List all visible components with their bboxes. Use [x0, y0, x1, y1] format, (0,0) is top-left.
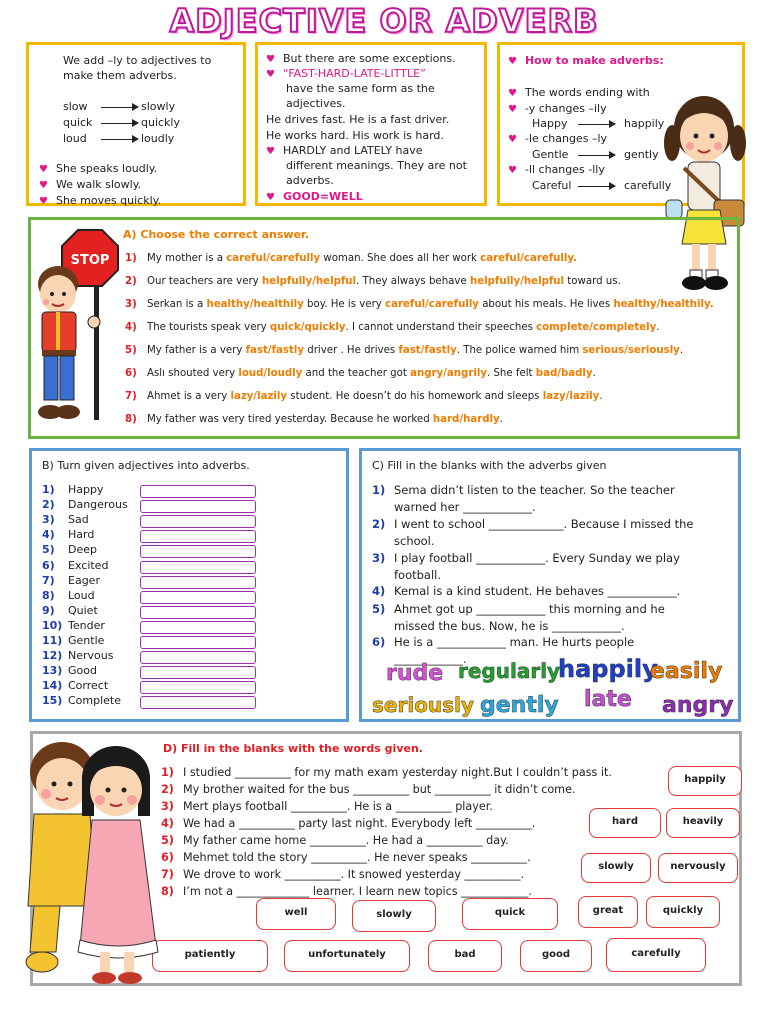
fill-sentence — [372, 517, 693, 531]
adjective-word: Tender — [68, 618, 105, 632]
rule1-intro-1: We add –ly to adjectives to — [63, 54, 212, 67]
adjective-word: Excited — [68, 558, 109, 572]
rule-text: -ll changes -lly — [524, 163, 605, 176]
answer-input[interactable] — [140, 636, 256, 649]
question-number: 7) — [125, 391, 137, 402]
heart-icon: ♥ — [266, 192, 275, 203]
adjective-row — [42, 604, 98, 617]
item-number: 4) — [161, 817, 174, 830]
item-number: 14) — [42, 679, 63, 693]
adjective-word: Hard — [68, 528, 95, 542]
question-number: 8) — [125, 414, 137, 425]
good-well-text: GOOD=WELL — [282, 190, 363, 203]
word-box-unfortunately: unfortunately — [284, 940, 410, 972]
fill-sentence — [161, 817, 535, 830]
answer-input[interactable] — [140, 591, 256, 604]
sentence-text: I studied __________ for my math exam yesterday night.But I couldn’t pass it. — [183, 766, 612, 779]
adjective-word: Happy — [68, 483, 104, 496]
item-number: 15) — [42, 694, 63, 708]
word-box-heavily: heavily — [666, 808, 740, 838]
word-box-nervously: nervously — [658, 853, 738, 883]
rule-text: The words ending with — [524, 86, 650, 99]
question-text: . I cannot understand their speeches — [345, 322, 537, 333]
word-box-bad: bad — [428, 940, 502, 972]
sentence-text: Kemal is a kind student. He behaves ____________. — [394, 584, 681, 598]
heart-icon: ♥ — [39, 180, 48, 191]
adjective-row — [42, 513, 89, 526]
choice-option[interactable]: helpfully/helpful — [469, 276, 565, 287]
adjective-row — [42, 649, 113, 662]
question-text: . — [679, 345, 684, 356]
question-text: driver . He drives — [304, 345, 399, 356]
item-number: 7) — [42, 573, 55, 587]
sentence-text: My brother waited for the bus __________ but __________ it didn’t come. — [183, 783, 576, 796]
adjective-row — [42, 528, 94, 541]
example-text: She moves quickly. — [55, 194, 162, 207]
adjective: Careful — [532, 179, 572, 192]
sentence-text: We drove to work __________. It snowed yesterday __________. — [183, 868, 524, 881]
item-number: 13) — [42, 664, 63, 678]
adjective-word: Gentle — [68, 634, 105, 647]
word-seriously: seriously — [372, 693, 474, 717]
word-box-carefully: carefully — [606, 938, 706, 972]
fill-sentence — [161, 834, 509, 847]
item-number: 3) — [372, 551, 386, 565]
fill-sentence — [372, 602, 665, 616]
adjective: Gentle — [532, 148, 569, 161]
item-number: 2) — [161, 783, 174, 796]
answer-input[interactable] — [140, 576, 256, 589]
adjective-word: Deep — [68, 543, 97, 557]
adjective-word: Loud — [68, 588, 95, 602]
answer-input[interactable] — [140, 545, 256, 558]
item-number: 7) — [161, 868, 174, 881]
adjective-word: Nervous — [68, 649, 114, 663]
fill-sentence — [161, 766, 612, 779]
question-text: Aslı shouted very — [147, 368, 239, 379]
choice-option[interactable]: careful/carefully — [226, 253, 321, 264]
example-line — [39, 177, 141, 193]
word-easily: easily — [650, 659, 723, 684]
how-heading-text: How to make adverbs: — [524, 54, 664, 67]
item-number: 6) — [161, 851, 174, 864]
word-box-hard: hard — [589, 808, 661, 838]
choice-option[interactable]: quick/quickly — [269, 322, 346, 333]
question-text: . — [656, 322, 660, 333]
adjective-row — [42, 679, 108, 692]
fill-sentence — [161, 851, 531, 864]
section-a — [28, 217, 740, 439]
section-a-heading-text: A) Choose the correct answer. — [123, 228, 310, 241]
section-c-heading: C) Fill in the blanks with the adverbs given — [372, 459, 607, 472]
item-number: 6) — [42, 558, 55, 572]
question-text: student. He doesn’t do his homework and sleeps — [287, 391, 543, 402]
answer-input[interactable] — [140, 485, 256, 498]
adjective-word: Good — [68, 664, 97, 678]
choice-option[interactable]: careful/carefully — [385, 299, 479, 310]
question-text: . — [499, 414, 503, 425]
question-text: woman. She does all her work — [320, 253, 481, 264]
answer-input[interactable] — [140, 500, 256, 513]
arrow-icon — [101, 139, 137, 140]
text-line: He works hard. His work is hard. — [266, 129, 444, 142]
rule-line — [508, 162, 605, 178]
hardly-text: HARDLY and LATELY have — [282, 144, 423, 157]
choice-option[interactable]: complete/completely — [536, 322, 657, 333]
arrow-icon — [578, 124, 614, 125]
item-number: 12) — [42, 649, 63, 663]
choice-option[interactable]: fast/fastly — [398, 345, 457, 356]
heart-icon: ♥ — [508, 134, 517, 145]
adverb: slowly — [141, 100, 176, 113]
rule-line — [508, 101, 607, 117]
adverb: carefully — [624, 179, 672, 192]
arrow-icon — [101, 123, 137, 124]
sentence-text: We had a __________ party last night. Everybody left __________. — [183, 817, 536, 830]
word-late: late — [584, 687, 632, 712]
arrow-icon — [578, 155, 614, 156]
choice-option[interactable]: helpfully/helpful — [261, 276, 357, 287]
item-number: 9) — [42, 603, 55, 617]
sentence-continuation: ____________. — [394, 652, 467, 666]
choice-option[interactable]: healthy/healthily — [206, 299, 304, 310]
item-number: 4) — [372, 584, 386, 598]
question-number: 3) — [125, 299, 137, 310]
hardly-line — [266, 143, 423, 159]
item-number: 3) — [42, 513, 55, 527]
item-number: 8) — [42, 588, 55, 602]
word-box-happily: happily — [668, 766, 742, 796]
fill-sentence — [161, 783, 576, 796]
arrow-icon — [101, 107, 137, 108]
adjective: slow — [63, 100, 88, 113]
example-pair — [532, 178, 671, 193]
fill-sentence — [161, 868, 524, 881]
how-heading — [508, 53, 664, 69]
word-angry: angry — [662, 693, 734, 718]
sentence-text: Ahmet got up ____________ this morning and he — [394, 602, 665, 616]
heart-icon: ♥ — [508, 104, 517, 115]
fill-sentence — [372, 551, 680, 565]
text-line — [508, 85, 650, 101]
section-a-heading — [123, 228, 309, 241]
heart-icon: ♥ — [266, 69, 275, 80]
two-kids-illustration — [12, 726, 164, 990]
rule-line — [508, 131, 607, 147]
word-regularly: regularly — [458, 659, 561, 683]
example-line — [39, 193, 161, 209]
answer-input[interactable] — [140, 606, 256, 619]
word-box-slowly-2: slowly — [352, 900, 436, 932]
exception-words-text: “FAST-HARD-LATE-LITTLE” — [282, 67, 426, 80]
adjective-word: Dangerous — [68, 498, 128, 512]
question-text: Our teachers are very — [147, 276, 262, 287]
sentence-text: I’m not a _____________ learner. I learn new topics ____________. — [183, 885, 532, 898]
page-title: ADJECTIVE OR ADVERB — [169, 2, 599, 40]
choice-option[interactable]: angry/angrily — [410, 368, 487, 379]
adjective-row — [42, 574, 100, 587]
item-number: 5) — [161, 834, 174, 847]
choice-option[interactable]: careful/carefully. — [480, 253, 577, 264]
word-box-quick: quick — [462, 898, 558, 930]
arrow-icon — [578, 186, 614, 187]
rule-box-1 — [26, 42, 246, 206]
item-number: 2) — [372, 517, 386, 531]
adjective-row — [42, 498, 128, 511]
item-number: 5) — [42, 543, 55, 557]
item-number: 3) — [161, 800, 174, 813]
answer-input[interactable] — [140, 621, 256, 634]
adverb: happily — [624, 117, 665, 130]
item-number: 1) — [161, 766, 174, 779]
choice-option[interactable]: healthy/healthily. — [613, 299, 714, 310]
adjective: Happy — [532, 117, 568, 130]
choice-option[interactable]: lazy/lazily — [542, 391, 600, 402]
question-row — [125, 276, 621, 287]
adjective-word: Quiet — [68, 603, 98, 617]
rule-text: -le changes –ly — [524, 132, 608, 145]
question-text: . — [592, 368, 596, 379]
example-text: She speaks loudly. — [55, 162, 158, 175]
answer-input[interactable] — [140, 530, 256, 543]
word-happily: happily — [558, 655, 658, 683]
item-number: 4) — [42, 528, 55, 542]
sentence-continuation: school. — [394, 534, 435, 548]
adjective-row — [42, 543, 97, 556]
adjective-word: Complete — [68, 694, 122, 708]
question-text: about his meals. He lives — [478, 299, 614, 310]
sentence-continuation: missed the bus. Now, he is ____________. — [394, 619, 625, 633]
answer-input[interactable] — [140, 651, 256, 664]
item-number: 1) — [42, 483, 55, 496]
adjective-word: Eager — [68, 573, 100, 587]
item-number: 5) — [372, 602, 386, 616]
question-number: 5) — [125, 345, 137, 356]
exceptions-text: But there are some exceptions. — [282, 52, 456, 65]
question-text: My father is a very — [147, 345, 246, 356]
adjective-row — [42, 694, 121, 707]
fill-sentence — [372, 584, 680, 598]
heart-icon: ♥ — [39, 196, 48, 207]
adjective: quick — [63, 116, 93, 129]
choice-option[interactable]: loud/loudly — [238, 368, 303, 379]
fill-sentence — [372, 635, 634, 649]
sentence-text: Mehmet told the story __________. He never speaks __________. — [183, 851, 531, 864]
pair-row — [63, 99, 175, 114]
choice-option[interactable]: serious/seriously — [582, 345, 680, 356]
rule-box-2 — [255, 42, 487, 206]
item-number: 6) — [372, 635, 386, 649]
word-box-great: great — [578, 896, 638, 928]
section-d-heading — [163, 742, 423, 755]
word-box-quickly: quickly — [646, 896, 720, 928]
question-row — [125, 345, 683, 356]
section-d-heading-text: D) Fill in the blanks with the words given. — [163, 742, 423, 755]
example-pair — [532, 147, 659, 162]
choice-option[interactable]: lazy/lazily — [230, 391, 288, 402]
question-row — [125, 253, 577, 264]
item-number: 2) — [42, 498, 55, 512]
question-text: My father was very tired yesterday. Because he worked — [147, 414, 433, 425]
word-box-slowly: slowly — [581, 853, 651, 883]
answer-input[interactable] — [140, 696, 256, 709]
sentence-text: Mert plays football __________. He is a __________ player. — [183, 800, 493, 813]
section-b-heading: B) Turn given adjectives into adverbs. — [42, 459, 250, 472]
section-c — [359, 448, 741, 722]
example-text: We walk slowly. — [55, 178, 142, 191]
adjective: loud — [63, 132, 87, 145]
question-row — [125, 299, 714, 310]
answer-input[interactable] — [140, 666, 256, 679]
question-text: boy. He is very — [303, 299, 386, 310]
heart-icon: ♥ — [266, 146, 275, 157]
choice-option[interactable]: hard/hardly — [432, 414, 500, 425]
heart-icon: ♥ — [39, 164, 48, 175]
text-line: adverbs. — [286, 174, 334, 187]
question-number: 4) — [125, 322, 137, 333]
rule-text: -y changes –ily — [524, 102, 607, 115]
adjective-row — [42, 664, 97, 677]
answer-input[interactable] — [140, 681, 256, 694]
question-text: Serkan is a — [147, 299, 207, 310]
adjective-word: Sad — [68, 513, 89, 527]
answer-input[interactable] — [140, 561, 256, 574]
word-box-well: well — [256, 898, 336, 930]
question-text: . — [599, 391, 603, 402]
question-row — [125, 391, 603, 402]
adjective-word: Correct — [68, 679, 109, 693]
heart-icon: ♥ — [508, 165, 517, 176]
question-number: 2) — [125, 276, 137, 287]
sentence-continuation: football. — [394, 568, 442, 582]
text-line: have the same form as the — [286, 82, 435, 95]
example-line — [39, 161, 157, 177]
question-row — [125, 414, 503, 425]
word-rude: rude — [386, 661, 444, 686]
adverb: gently — [624, 148, 659, 161]
answer-input[interactable] — [140, 515, 256, 528]
adjective-row — [42, 589, 95, 602]
sentence-text: He is a ____________ man. He hurts people — [394, 635, 635, 649]
question-text: . She felt — [486, 368, 536, 379]
question-row — [125, 368, 596, 379]
sentence-text: I went to school _____________. Because I missed the — [394, 517, 694, 531]
heart-icon: ♥ — [266, 54, 275, 65]
sentence-text: I play football ____________. Every Sunday we play — [394, 551, 680, 565]
question-number: 1) — [125, 253, 137, 264]
question-text: toward us. — [564, 276, 621, 287]
question-text: My mother is a — [147, 253, 227, 264]
adjective-row — [42, 619, 105, 632]
question-text: and the teacher got — [302, 368, 411, 379]
example-pair — [532, 116, 664, 131]
sentence-continuation: warned her ____________. — [394, 500, 536, 514]
stop-sign-text: STOP — [70, 253, 110, 268]
word-box-good: good — [520, 940, 592, 972]
item-number: 11) — [42, 634, 63, 647]
adjective-row — [42, 634, 104, 647]
fill-sentence — [372, 483, 675, 497]
section-b — [29, 448, 349, 722]
text-line: adjectives. — [286, 97, 346, 110]
heart-icon: ♥ — [508, 56, 517, 67]
question-number: 6) — [125, 368, 137, 379]
pair-row — [63, 115, 180, 130]
item-number: 10) — [42, 618, 63, 632]
word-gently: gently — [480, 693, 559, 718]
question-row — [125, 322, 660, 333]
exceptions-line — [266, 51, 456, 67]
adverb: quickly — [141, 116, 180, 129]
rule1-intro-2: make them adverbs. — [63, 69, 177, 82]
good-well-line — [266, 189, 363, 205]
choice-option[interactable]: fast/fastly — [245, 345, 304, 356]
question-text: . They always behave — [356, 276, 470, 287]
text-line: different meanings. They are not — [286, 159, 467, 172]
exceptions-words — [266, 66, 426, 82]
heart-icon: ♥ — [508, 88, 517, 99]
pair-row — [63, 131, 174, 146]
item-number: 1) — [372, 483, 386, 497]
fill-sentence — [161, 800, 493, 813]
question-text: The tourists speak very — [147, 322, 270, 333]
fill-sentence — [161, 885, 532, 898]
sentence-text: My father came home __________. He had a __________ day. — [183, 834, 509, 847]
question-text: Ahmet is a very — [147, 391, 231, 402]
word-box-patiently: patiently — [152, 940, 268, 972]
item-number: 8) — [161, 885, 174, 898]
text-line: He drives fast. He is a fast driver. — [266, 113, 450, 126]
question-text: . The police warned him — [456, 345, 583, 356]
adjective-row — [42, 483, 104, 496]
adverb: loudly — [141, 132, 175, 145]
boy-with-stop-sign-illustration — [28, 226, 120, 436]
adjective-row — [42, 559, 108, 572]
sentence-text: Sema didn’t listen to the teacher. So the teacher — [394, 483, 675, 497]
choice-option[interactable]: bad/badly — [535, 368, 593, 379]
